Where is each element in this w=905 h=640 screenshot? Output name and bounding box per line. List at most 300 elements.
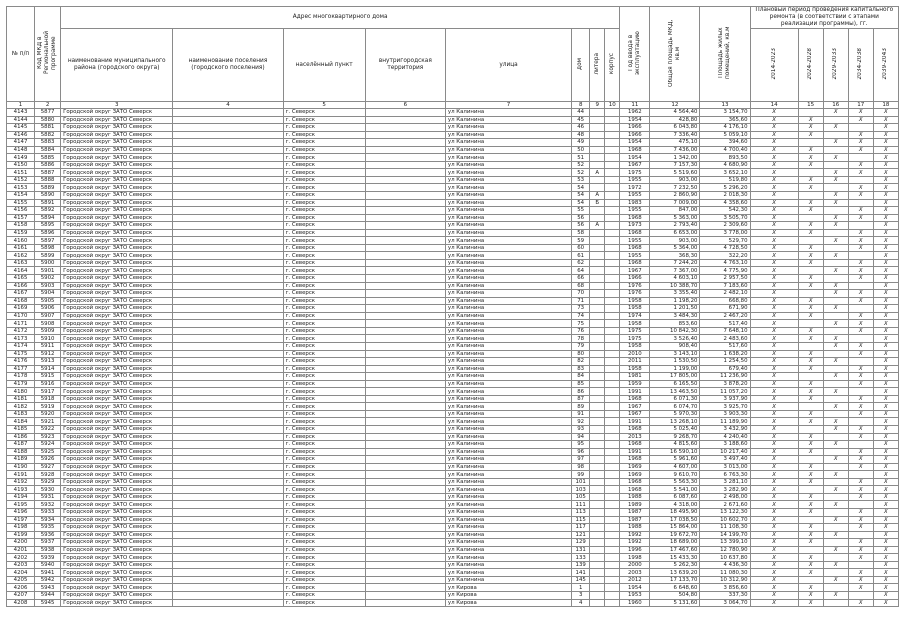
house-cell: 59 — [572, 237, 590, 245]
period-mark-cell: X — [798, 350, 823, 358]
period-mark-cell: X — [750, 312, 798, 320]
column-number: 2 — [35, 102, 61, 109]
period-mark-cell: X — [848, 599, 873, 607]
row-number-cell: 4151 — [7, 169, 35, 177]
district-cell: Городской округ ЗАТО Северск — [61, 290, 173, 298]
table-row — [7, 124, 899, 132]
table-row — [7, 244, 899, 252]
period-mark-cell — [823, 508, 848, 516]
house-cell: 83 — [572, 365, 590, 373]
year-commissioned-cell: 1958 — [620, 365, 650, 373]
table-row — [7, 327, 899, 335]
period-mark-cell: X — [798, 312, 823, 320]
row-number-cell: 4203 — [7, 561, 35, 569]
period-mark-cell: X — [848, 539, 873, 547]
letter-cell: А — [590, 169, 605, 177]
period-mark-cell — [848, 531, 873, 539]
period-mark-cell: X — [873, 425, 898, 433]
table-row — [7, 410, 899, 418]
period-mark-cell: X — [873, 395, 898, 403]
building-cell — [605, 169, 620, 177]
settlement-cell — [173, 214, 283, 222]
district-cell: Городской округ ЗАТО Северск — [61, 282, 173, 290]
period-mark-cell — [823, 410, 848, 418]
period-mark-cell: X — [848, 131, 873, 139]
period-mark-cell: X — [873, 365, 898, 373]
period-mark-cell — [798, 139, 823, 147]
period-mark-cell: X — [750, 192, 798, 200]
year-commissioned-cell: 1959 — [620, 380, 650, 388]
residential-area-cell: 4 763,10 — [700, 259, 750, 267]
period-mark-cell: X — [750, 154, 798, 162]
district-cell: Городской округ ЗАТО Северск — [61, 403, 173, 411]
building-cell — [605, 546, 620, 554]
period-mark-cell: X — [750, 139, 798, 147]
house-cell: 99 — [572, 471, 590, 479]
total-area-cell: 4 603,10 — [650, 275, 700, 283]
period-mark-cell: X — [750, 410, 798, 418]
row-number-cell: 4173 — [7, 335, 35, 343]
building-cell — [605, 539, 620, 547]
district-cell: Городской округ ЗАТО Северск — [61, 199, 173, 207]
residential-area-cell: 10 312,90 — [700, 576, 750, 584]
row-number-cell: 4192 — [7, 478, 35, 486]
settlement-cell — [173, 207, 283, 215]
locality-cell: г. Северск — [283, 576, 365, 584]
house-cell: 74 — [572, 312, 590, 320]
mkd-code-cell: 5885 — [35, 154, 61, 162]
settlement-cell — [173, 441, 283, 449]
row-number-cell: 4190 — [7, 463, 35, 471]
building-cell — [605, 388, 620, 396]
period-mark-cell: X — [823, 124, 848, 132]
total-area-cell: 5 970,30 — [650, 410, 700, 418]
district-cell: Городской округ ЗАТО Северск — [61, 124, 173, 132]
street-cell: ул Калинина — [445, 403, 571, 411]
period-mark-cell: X — [750, 199, 798, 207]
letter-cell — [590, 531, 605, 539]
period-mark-cell: X — [798, 599, 823, 607]
col-year-commissioned: Год ввода в эксплуатацию — [620, 7, 650, 102]
table-row — [7, 478, 899, 486]
total-area-cell: 6 653,00 — [650, 229, 700, 237]
total-area-cell: 6 087,60 — [650, 493, 700, 501]
row-number-cell: 4176 — [7, 358, 35, 366]
locality-cell: г. Северск — [283, 297, 365, 305]
settlement-cell — [173, 395, 283, 403]
period-mark-cell: X — [848, 207, 873, 215]
locality-cell: г. Северск — [283, 516, 365, 524]
period-mark-cell: X — [873, 373, 898, 381]
period-mark-cell: X — [848, 508, 873, 516]
period-mark-cell: X — [823, 501, 848, 509]
settlement-cell — [173, 222, 283, 230]
year-commissioned-cell: 2003 — [620, 569, 650, 577]
period-mark-cell: X — [798, 154, 823, 162]
row-number-cell: 4174 — [7, 342, 35, 350]
letter-cell — [590, 448, 605, 456]
mkd-code-cell: 5910 — [35, 335, 61, 343]
building-cell — [605, 403, 620, 411]
street-cell: ул Калинина — [445, 531, 571, 539]
house-cell: 73 — [572, 305, 590, 313]
locality-cell: г. Северск — [283, 305, 365, 313]
district-cell: Городской округ ЗАТО Северск — [61, 554, 173, 562]
building-cell — [605, 237, 620, 245]
period-mark-cell: X — [873, 584, 898, 592]
row-number-cell: 4165 — [7, 275, 35, 283]
table-row — [7, 576, 899, 584]
district-cell: Городской округ ЗАТО Северск — [61, 237, 173, 245]
period-mark-cell: X — [823, 388, 848, 396]
building-cell — [605, 131, 620, 139]
house-cell: 98 — [572, 463, 590, 471]
building-cell — [605, 425, 620, 433]
period-mark-cell: X — [750, 207, 798, 215]
total-area-cell: 3 484,30 — [650, 312, 700, 320]
total-area-cell: 17 805,00 — [650, 373, 700, 381]
building-cell — [605, 501, 620, 509]
street-cell: ул Калинина — [445, 441, 571, 449]
column-number: 8 — [572, 102, 590, 109]
table-row — [7, 267, 899, 275]
territory-cell — [365, 425, 445, 433]
letter-cell — [590, 116, 605, 124]
total-area-cell: 5 961,60 — [650, 456, 700, 464]
settlement-cell — [173, 410, 283, 418]
row-number-cell: 4153 — [7, 184, 35, 192]
territory-cell — [365, 561, 445, 569]
building-cell — [605, 524, 620, 532]
year-commissioned-cell: 1989 — [620, 501, 650, 509]
letter-cell — [590, 441, 605, 449]
house-cell: 45 — [572, 116, 590, 124]
house-cell: 64 — [572, 267, 590, 275]
territory-cell — [365, 109, 445, 117]
period-mark-cell — [823, 350, 848, 358]
house-cell: 70 — [572, 290, 590, 298]
house-cell: 91 — [572, 410, 590, 418]
year-commissioned-cell: 1954 — [620, 584, 650, 592]
locality-cell: г. Северск — [283, 569, 365, 577]
period-mark-cell: X — [848, 267, 873, 275]
total-area-cell: 4 607,00 — [650, 463, 700, 471]
settlement-cell — [173, 358, 283, 366]
letter-cell — [590, 599, 605, 607]
residential-area-cell: 668,80 — [700, 297, 750, 305]
residential-area-cell: 2 018,30 — [700, 192, 750, 200]
house-cell: 51 — [572, 154, 590, 162]
letter-cell — [590, 463, 605, 471]
table-row — [7, 192, 899, 200]
locality-cell: г. Северск — [283, 501, 365, 509]
settlement-cell — [173, 146, 283, 154]
locality-cell: г. Северск — [283, 561, 365, 569]
territory-cell — [365, 456, 445, 464]
table-row — [7, 493, 899, 501]
period-mark-cell: X — [848, 380, 873, 388]
territory-cell — [365, 312, 445, 320]
letter-cell — [590, 124, 605, 132]
house-cell: 48 — [572, 131, 590, 139]
period-mark-cell: X — [873, 252, 898, 260]
period-mark-cell — [848, 305, 873, 313]
table-row — [7, 139, 899, 147]
house-cell: 54 — [572, 192, 590, 200]
district-cell: Городской округ ЗАТО Северск — [61, 259, 173, 267]
row-number-cell: 4187 — [7, 441, 35, 449]
letter-cell — [590, 493, 605, 501]
period-mark-cell: X — [798, 282, 823, 290]
letter-cell — [590, 410, 605, 418]
col-residential-area: Площадь жилых помещений, кв.м — [700, 7, 750, 102]
mkd-code-cell: 5940 — [35, 561, 61, 569]
territory-cell — [365, 342, 445, 350]
district-cell: Городской округ ЗАТО Северск — [61, 161, 173, 169]
mkd-code-cell: 5884 — [35, 146, 61, 154]
street-cell: ул Калинина — [445, 418, 571, 426]
house-cell: 82 — [572, 358, 590, 366]
col-year-1: 2014-2023 — [750, 29, 798, 102]
territory-cell — [365, 139, 445, 147]
settlement-cell — [173, 478, 283, 486]
letter-cell — [590, 539, 605, 547]
year-commissioned-cell: 1955 — [620, 207, 650, 215]
settlement-cell — [173, 584, 283, 592]
territory-cell — [365, 207, 445, 215]
period-mark-cell: X — [873, 275, 898, 283]
period-mark-cell: X — [798, 259, 823, 267]
year-commissioned-cell: 2012 — [620, 576, 650, 584]
period-mark-cell: X — [873, 282, 898, 290]
settlement-cell — [173, 244, 283, 252]
territory-cell — [365, 297, 445, 305]
settlement-cell — [173, 531, 283, 539]
year-commissioned-cell: 1958 — [620, 305, 650, 313]
district-cell: Городской округ ЗАТО Северск — [61, 433, 173, 441]
building-cell — [605, 139, 620, 147]
building-cell — [605, 478, 620, 486]
year-commissioned-cell: 1966 — [620, 131, 650, 139]
letter-cell — [590, 259, 605, 267]
house-cell: 145 — [572, 576, 590, 584]
period-mark-cell: X — [873, 290, 898, 298]
period-mark-cell: X — [750, 169, 798, 177]
district-cell: Городской округ ЗАТО Северск — [61, 576, 173, 584]
total-area-cell: 903,00 — [650, 176, 700, 184]
house-cell: 44 — [572, 109, 590, 117]
column-number: 3 — [61, 102, 173, 109]
period-mark-cell: X — [750, 561, 798, 569]
table-body — [7, 109, 899, 607]
period-mark-cell: X — [798, 584, 823, 592]
period-mark-cell: X — [873, 403, 898, 411]
letter-cell — [590, 312, 605, 320]
settlement-cell — [173, 297, 283, 305]
period-mark-cell: X — [750, 569, 798, 577]
settlement-cell — [173, 448, 283, 456]
period-mark-cell: X — [848, 365, 873, 373]
residential-area-cell: 337,30 — [700, 592, 750, 600]
period-mark-cell: X — [798, 463, 823, 471]
period-mark-cell: X — [798, 199, 823, 207]
district-cell: Городской округ ЗАТО Северск — [61, 327, 173, 335]
district-cell: Городской округ ЗАТО Северск — [61, 478, 173, 486]
year-commissioned-cell: 1975 — [620, 327, 650, 335]
total-area-cell: 9 268,70 — [650, 433, 700, 441]
period-mark-cell — [798, 403, 823, 411]
locality-cell: г. Северск — [283, 599, 365, 607]
year-commissioned-cell: 1976 — [620, 282, 650, 290]
mkd-code-cell: 5930 — [35, 486, 61, 494]
street-cell: ул Калинина — [445, 320, 571, 328]
street-cell: ул Калинина — [445, 312, 571, 320]
period-mark-cell: X — [873, 539, 898, 547]
col-year-5: 2039-2043 — [873, 29, 898, 102]
period-mark-cell: X — [873, 335, 898, 343]
district-cell: Городской округ ЗАТО Северск — [61, 320, 173, 328]
mkd-code-cell: 5937 — [35, 539, 61, 547]
period-mark-cell: X — [873, 592, 898, 600]
territory-cell — [365, 305, 445, 313]
period-mark-cell: X — [873, 456, 898, 464]
period-mark-cell: X — [823, 320, 848, 328]
period-mark-cell: X — [823, 282, 848, 290]
building-cell — [605, 365, 620, 373]
street-cell: ул Калинина — [445, 146, 571, 154]
period-mark-cell: X — [750, 222, 798, 230]
settlement-cell — [173, 192, 283, 200]
district-cell: Городской округ ЗАТО Северск — [61, 214, 173, 222]
period-mark-cell: X — [873, 116, 898, 124]
street-cell: ул Калинина — [445, 508, 571, 516]
period-mark-cell — [823, 448, 848, 456]
period-mark-cell: X — [798, 161, 823, 169]
period-mark-cell: X — [823, 456, 848, 464]
settlement-cell — [173, 275, 283, 283]
letter-cell — [590, 358, 605, 366]
period-mark-cell: X — [848, 297, 873, 305]
letter-cell — [590, 403, 605, 411]
residential-area-cell: 14 199,70 — [700, 531, 750, 539]
row-number-cell: 4180 — [7, 388, 35, 396]
period-mark-cell: X — [750, 252, 798, 260]
table-row — [7, 463, 899, 471]
street-cell: ул Калинина — [445, 161, 571, 169]
period-mark-cell: X — [848, 410, 873, 418]
year-commissioned-cell: 1967 — [620, 410, 650, 418]
period-mark-cell: X — [873, 531, 898, 539]
period-mark-cell — [848, 282, 873, 290]
house-cell: 133 — [572, 554, 590, 562]
building-cell — [605, 493, 620, 501]
street-cell: ул Калинина — [445, 297, 571, 305]
period-mark-cell: X — [873, 441, 898, 449]
period-mark-cell — [823, 184, 848, 192]
period-mark-cell: X — [750, 403, 798, 411]
street-cell: ул Калинина — [445, 516, 571, 524]
table-row — [7, 365, 899, 373]
locality-cell: г. Северск — [283, 463, 365, 471]
letter-cell — [590, 561, 605, 569]
letter-cell — [590, 501, 605, 509]
district-cell: Городской округ ЗАТО Северск — [61, 222, 173, 230]
table-row — [7, 146, 899, 154]
district-cell: Городской округ ЗАТО Северск — [61, 252, 173, 260]
total-area-cell: 1 342,00 — [650, 154, 700, 162]
territory-cell — [365, 478, 445, 486]
period-mark-cell: X — [873, 184, 898, 192]
period-mark-cell: X — [798, 561, 823, 569]
district-cell: Городской округ ЗАТО Северск — [61, 342, 173, 350]
table-row — [7, 184, 899, 192]
period-mark-cell: X — [798, 229, 823, 237]
residential-area-cell: 365,60 — [700, 116, 750, 124]
period-mark-cell: X — [873, 161, 898, 169]
letter-cell — [590, 373, 605, 381]
letter-cell: Б — [590, 199, 605, 207]
year-commissioned-cell: 2011 — [620, 358, 650, 366]
house-cell: 101 — [572, 478, 590, 486]
district-cell: Городской округ ЗАТО Северск — [61, 463, 173, 471]
row-number-cell: 4195 — [7, 501, 35, 509]
district-cell: Городской округ ЗАТО Северск — [61, 192, 173, 200]
settlement-cell — [173, 365, 283, 373]
col-street: улица — [445, 29, 571, 102]
period-mark-cell: X — [848, 327, 873, 335]
period-mark-cell: X — [750, 584, 798, 592]
period-mark-cell — [848, 418, 873, 426]
col-mkd-id: Код МКД в Региональной программе — [35, 7, 61, 102]
street-cell: ул Калинина — [445, 237, 571, 245]
mkd-code-cell: 5881 — [35, 124, 61, 132]
col-settlement: наименование поселения (городского поселения) — [173, 29, 283, 102]
locality-cell: г. Северск — [283, 214, 365, 222]
territory-cell — [365, 546, 445, 554]
locality-cell: г. Северск — [283, 169, 365, 177]
period-mark-cell: X — [750, 358, 798, 366]
period-mark-cell — [798, 425, 823, 433]
period-mark-cell: X — [848, 576, 873, 584]
period-mark-cell — [848, 471, 873, 479]
total-area-cell: 1 198,20 — [650, 297, 700, 305]
locality-cell: г. Северск — [283, 124, 365, 132]
table-row — [7, 214, 899, 222]
period-mark-cell: X — [798, 358, 823, 366]
period-mark-cell: X — [750, 282, 798, 290]
house-cell: 89 — [572, 403, 590, 411]
residential-area-cell: 542,30 — [700, 207, 750, 215]
street-cell: ул Калинина — [445, 350, 571, 358]
period-mark-cell: X — [823, 335, 848, 343]
residential-area-cell: 517,60 — [700, 342, 750, 350]
period-mark-cell — [823, 569, 848, 577]
period-mark-cell: X — [873, 561, 898, 569]
period-mark-cell: X — [873, 237, 898, 245]
period-mark-cell: X — [750, 259, 798, 267]
table-row — [7, 282, 899, 290]
period-mark-cell: X — [750, 365, 798, 373]
period-mark-cell: X — [798, 244, 823, 252]
district-cell: Городской округ ЗАТО Северск — [61, 365, 173, 373]
street-cell: ул Калинина — [445, 501, 571, 509]
period-mark-cell: X — [750, 109, 798, 117]
period-mark-cell: X — [873, 380, 898, 388]
table-row — [7, 350, 899, 358]
period-mark-cell: X — [848, 516, 873, 524]
year-commissioned-cell: 1968 — [620, 259, 650, 267]
building-cell — [605, 342, 620, 350]
